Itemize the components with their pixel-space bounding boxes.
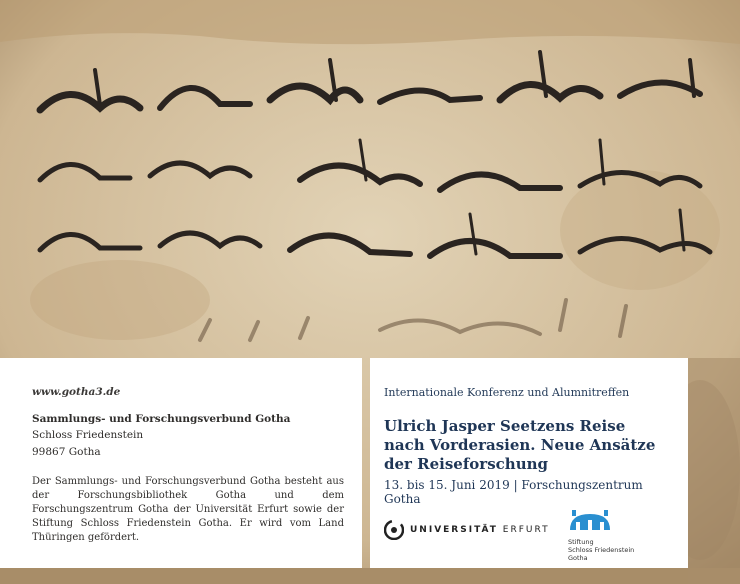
title-line-2: nach Vorderasien. Neue Ansätze [384, 436, 656, 454]
title-line-1: Ulrich Jasper Seetzens Reise [384, 417, 626, 435]
event-panel-right [370, 358, 688, 568]
logo-row [384, 510, 678, 562]
event-kicker: Internationale Konferenz und Alumnitreffen [384, 386, 630, 399]
stiftung-logo [568, 510, 678, 562]
stiftung-line-3: Gotha [568, 554, 588, 562]
org-name: Sammlungs- und Forschungsverbund Gotha [32, 413, 291, 425]
event-title [384, 417, 678, 474]
stiftung-line-2: Schloss Friedenstein [568, 546, 635, 554]
info-panel-left [0, 358, 362, 568]
address-line-1: Schloss Friedenstein [32, 429, 144, 441]
stiftung-line-1: Stiftung [568, 538, 594, 546]
university-city: ERFURT [502, 525, 550, 535]
university-seal-icon [384, 520, 404, 540]
address-line-2: 99867 Gotha [32, 446, 101, 458]
university-name: UNIVERSITÄT [410, 525, 498, 535]
website-link[interactable]: www.gotha3.de [32, 386, 121, 398]
event-dates: 13. bis 15. Juni 2019 | Forschungszentrum Gotha [384, 478, 643, 506]
description: Der Sammlungs- und Forschungsverbund Gotha besteht aus der Forschungsbibliothek Gotha und dem Forschungszentrum Gotha der Universität Erfurt sowie der Stiftung Schloss Friedenstein Gotha. Er wird vom Land Thüringen gefördert. [32, 476, 344, 543]
university-erfurt-logo [384, 520, 550, 540]
castle-icon [568, 510, 612, 532]
title-line-3: der Reiseforschung [384, 455, 548, 473]
